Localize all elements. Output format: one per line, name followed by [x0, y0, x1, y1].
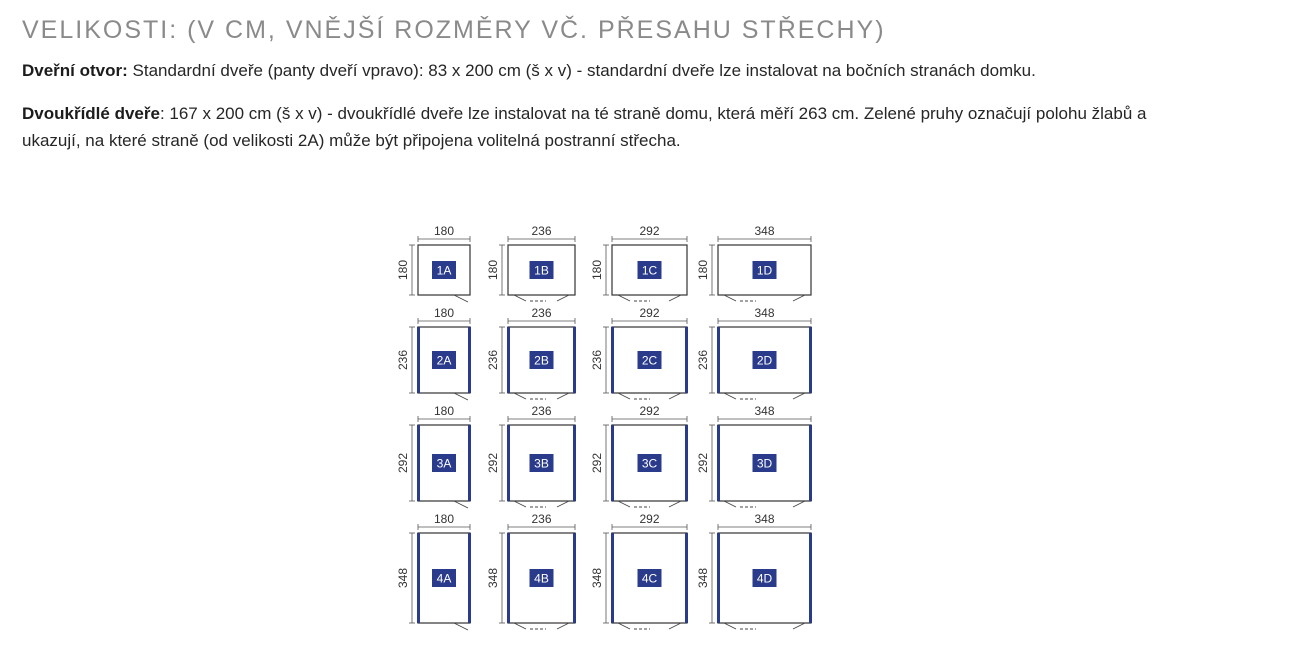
size-label-4d: 4D	[756, 571, 773, 586]
size-label-3b: 3B	[534, 456, 549, 471]
depth-label: 180	[396, 259, 410, 281]
size-label-3d: 3D	[756, 456, 773, 471]
gutter-bar	[685, 327, 688, 393]
gutter-bar	[573, 425, 576, 501]
size-label-2b: 2B	[534, 353, 549, 368]
door-swing	[669, 393, 681, 399]
size-label-1c: 1C	[641, 263, 658, 278]
width-label: 348	[754, 404, 775, 418]
door-swing	[618, 295, 630, 301]
size-label-2c: 2C	[641, 353, 658, 368]
width-label: 236	[531, 224, 552, 238]
door-swing	[514, 501, 526, 507]
gutter-bar	[417, 533, 420, 623]
door-swing	[724, 393, 736, 399]
depth-label: 180	[696, 259, 710, 281]
section-heading: VELIKOSTI: (V CM, VNĚJŠÍ ROZMĚRY VČ. PŘESAHU STŘECHY)	[22, 16, 886, 44]
gutter-bar	[507, 327, 510, 393]
gutter-bar	[611, 533, 614, 623]
door-swing	[514, 393, 526, 399]
door-swing	[454, 393, 468, 400]
depth-label: 292	[486, 452, 500, 474]
width-label: 180	[433, 306, 455, 320]
size-label-1a: 1A	[436, 263, 452, 278]
door-swing	[669, 295, 681, 301]
door-swing	[669, 501, 681, 507]
door-swing	[618, 623, 630, 629]
door-swing	[724, 623, 736, 629]
depth-label: 180	[590, 259, 604, 281]
depth-label: 348	[396, 567, 410, 589]
door-swing	[669, 623, 681, 629]
size-label-1d: 1D	[756, 263, 773, 278]
size-label-4b: 4B	[534, 571, 549, 586]
door-swing	[793, 393, 805, 399]
door-opening-paragraph	[22, 57, 1202, 84]
width-label: 292	[639, 404, 660, 418]
door-swing	[793, 623, 805, 629]
size-label-3c: 3C	[641, 456, 658, 471]
depth-label: 180	[486, 259, 500, 281]
width-label: 348	[754, 306, 775, 320]
gutter-bar	[573, 327, 576, 393]
gutter-bar	[611, 327, 614, 393]
width-label: 292	[639, 224, 660, 238]
size-label-2a: 2A	[436, 353, 452, 368]
depth-label: 236	[696, 349, 710, 371]
door-swing	[454, 295, 468, 302]
depth-label: 236	[486, 349, 500, 371]
gutter-bar	[417, 425, 420, 501]
gutter-bar	[717, 533, 720, 623]
width-label: 292	[639, 512, 660, 526]
width-label: 236	[531, 512, 552, 526]
depth-label: 236	[396, 349, 410, 371]
gutter-bar	[468, 533, 471, 623]
double-door-text: : 167 x 200 cm (š x v) - dvoukřídlé dveře lze instalovat na té straně domu, která měří 263 cm. Zelené pruhy označují polohu žlabů a ukazují, na které straně (od velikosti 2A) může být připojena volitelná postranní střecha.	[22, 104, 1147, 150]
door-opening-text: Standardní dveře (panty dveří vpravo): 83 x 200 cm (š x v) - standardní dveře lze instalovat na bočních stranách domku.	[127, 61, 1036, 80]
door-swing	[793, 295, 805, 301]
size-label-1b: 1B	[534, 263, 549, 278]
size-diagram	[390, 215, 830, 640]
depth-label: 292	[396, 452, 410, 474]
double-door-label: Dvoukřídlé dveře	[22, 104, 160, 123]
depth-label: 348	[590, 567, 604, 589]
door-opening-label: Dveřní otvor:	[22, 61, 128, 80]
door-swing	[618, 501, 630, 507]
depth-label: 348	[696, 567, 710, 589]
depth-label: 292	[590, 452, 604, 474]
size-label-2d: 2D	[756, 353, 773, 368]
gutter-bar	[507, 425, 510, 501]
depth-label: 348	[486, 567, 500, 589]
double-door-paragraph	[22, 100, 1202, 154]
door-swing	[557, 501, 569, 507]
width-label: 180	[433, 512, 455, 526]
depth-label: 236	[590, 349, 604, 371]
door-swing	[724, 295, 736, 301]
gutter-bar	[611, 425, 614, 501]
size-label-4c: 4C	[641, 571, 658, 586]
gutter-bar	[809, 425, 812, 501]
width-label: 348	[754, 224, 775, 238]
size-label-4a: 4A	[436, 571, 452, 586]
door-swing	[454, 623, 468, 630]
gutter-bar	[717, 425, 720, 501]
door-swing	[514, 295, 526, 301]
gutter-bar	[717, 327, 720, 393]
depth-label: 292	[696, 452, 710, 474]
width-label: 180	[433, 404, 455, 418]
gutter-bar	[468, 327, 471, 393]
size-diagram-svg	[390, 215, 830, 640]
width-label: 292	[639, 306, 660, 320]
gutter-bar	[685, 533, 688, 623]
width-label: 348	[754, 512, 775, 526]
gutter-bar	[809, 327, 812, 393]
width-label: 180	[433, 224, 455, 238]
gutter-bar	[809, 533, 812, 623]
door-swing	[618, 393, 630, 399]
door-swing	[557, 393, 569, 399]
gutter-bar	[685, 425, 688, 501]
gutter-bar	[468, 425, 471, 501]
door-swing	[793, 501, 805, 507]
door-swing	[557, 295, 569, 301]
gutter-bar	[507, 533, 510, 623]
width-label: 236	[531, 306, 552, 320]
size-label-3a: 3A	[436, 456, 452, 471]
gutter-bar	[573, 533, 576, 623]
width-label: 236	[531, 404, 552, 418]
gutter-bar	[417, 327, 420, 393]
door-swing	[454, 501, 468, 508]
door-swing	[557, 623, 569, 629]
door-swing	[724, 501, 736, 507]
door-swing	[514, 623, 526, 629]
